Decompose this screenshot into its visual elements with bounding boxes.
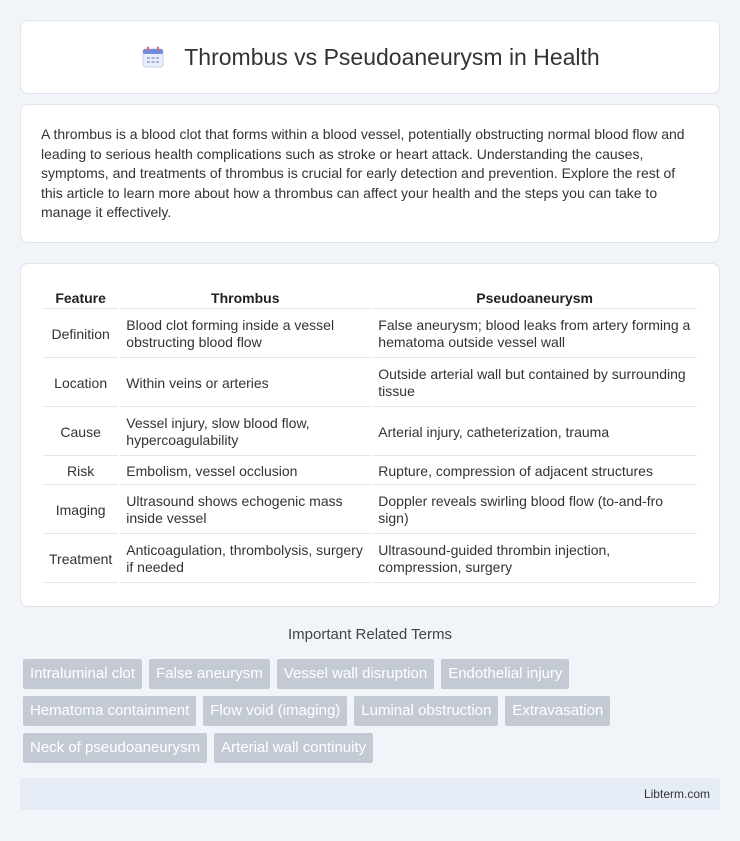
related-term-tag[interactable]: False aneurysm <box>149 659 270 689</box>
thrombus-cell: Embolism, vessel occlusion <box>120 458 370 485</box>
table-header-row <box>43 286 697 309</box>
pseudoaneurysm-cell: Ultrasound-guided thrombin injection, compression, surgery <box>372 536 697 583</box>
table-row <box>43 360 697 407</box>
page-title: Thrombus vs Pseudoaneurysm in Health <box>184 43 600 70</box>
column-header-feature: Feature <box>43 286 118 309</box>
thrombus-cell: Within veins or arteries <box>120 360 370 407</box>
feature-cell: Location <box>43 360 118 407</box>
pseudoaneurysm-cell: Rupture, compression of adjacent structures <box>372 458 697 485</box>
thrombus-cell: Vessel injury, slow blood flow, hypercoagulability <box>120 409 370 456</box>
pseudoaneurysm-cell: Doppler reveals swirling blood flow (to-and-fro sign) <box>372 487 697 534</box>
calendar-icon <box>140 44 166 70</box>
footer <box>20 778 720 810</box>
feature-cell: Imaging <box>43 487 118 534</box>
table-row <box>43 458 697 485</box>
comparison-table-card <box>20 263 720 607</box>
related-term-tag[interactable]: Hematoma containment <box>23 696 196 726</box>
intro-card <box>20 104 720 243</box>
thrombus-cell: Ultrasound shows echogenic mass inside vessel <box>120 487 370 534</box>
comparison-table <box>41 284 699 585</box>
related-term-tag[interactable]: Luminal obstruction <box>354 696 498 726</box>
related-terms-title: Important Related Terms <box>288 626 452 643</box>
table-row <box>43 409 697 456</box>
feature-cell: Treatment <box>43 536 118 583</box>
footer-site-link[interactable]: Libterm.com <box>643 787 710 801</box>
pseudoaneurysm-cell: Outside arterial wall but contained by surrounding tissue <box>372 360 697 407</box>
thrombus-cell: Anticoagulation, thrombolysis, surgery if needed <box>120 536 370 583</box>
related-term-tag[interactable]: Intraluminal clot <box>23 659 142 689</box>
related-term-tag[interactable]: Arterial wall continuity <box>214 733 373 763</box>
related-term-tag[interactable]: Neck of pseudoaneurysm <box>23 733 207 763</box>
related-term-tag[interactable]: Flow void (imaging) <box>203 696 347 726</box>
related-term-tag[interactable]: Vessel wall disruption <box>277 659 434 689</box>
column-header-pseudoaneurysm: Pseudoaneurysm <box>372 286 697 309</box>
header-card <box>20 20 720 94</box>
intro-text: A thrombus is a blood clot that forms within a blood vessel, potentially obstructing normal blood flow and leading to serious health complications such as stroke or heart attack. Understanding the causes, symptoms, and treatments of thrombus is crucial for early detection and prevention. Explore the rest of this article to learn more about how a thrombus can affect your health and the steps you can take to manage it effectively. <box>41 126 685 221</box>
table-row <box>43 487 697 534</box>
column-header-thrombus: Thrombus <box>120 286 370 309</box>
pseudoaneurysm-cell: Arterial injury, catheterization, trauma <box>372 409 697 456</box>
pseudoaneurysm-cell: False aneurysm; blood leaks from artery forming a hematoma outside vessel wall <box>372 311 697 358</box>
feature-cell: Risk <box>43 458 118 485</box>
related-terms-tags <box>23 659 723 763</box>
table-row <box>43 536 697 583</box>
related-term-tag[interactable]: Extravasation <box>505 696 610 726</box>
table-row <box>43 311 697 358</box>
feature-cell: Cause <box>43 409 118 456</box>
thrombus-cell: Blood clot forming inside a vessel obstructing blood flow <box>120 311 370 358</box>
feature-cell: Definition <box>43 311 118 358</box>
related-term-tag[interactable]: Endothelial injury <box>441 659 569 689</box>
